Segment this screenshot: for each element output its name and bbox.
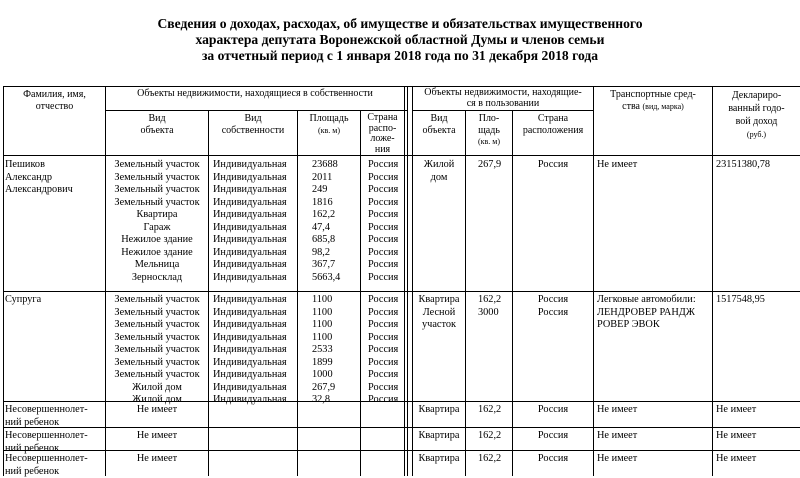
cell-line: 1100 bbox=[312, 294, 360, 307]
cell-owned-types bbox=[106, 430, 208, 443]
cell-transport bbox=[597, 430, 712, 443]
cell-line: 2533 bbox=[312, 344, 360, 357]
cell-line: 3000 bbox=[478, 307, 512, 320]
cell-income bbox=[716, 404, 800, 417]
header-used-area-line-2: щадь bbox=[466, 125, 512, 137]
cell-line: Россия bbox=[513, 159, 593, 172]
cell-line: ЛЕНДРОВЕР РАНДЖ bbox=[597, 307, 712, 320]
cell-line: 1816 bbox=[312, 197, 360, 210]
cell-line: 5663,4 bbox=[312, 272, 360, 285]
cell-line: Земельный участок bbox=[106, 332, 208, 345]
cell-used-types bbox=[413, 159, 465, 184]
cell-line: Россия bbox=[513, 404, 593, 417]
cell-line: Земельный участок bbox=[106, 294, 208, 307]
cell-line: Не имеет bbox=[716, 453, 800, 466]
cell-owned-forms bbox=[213, 294, 297, 407]
cell-line: Россия bbox=[368, 369, 404, 382]
header-owned-area-line-1: Площадь bbox=[298, 113, 360, 125]
header-used-country bbox=[513, 113, 593, 136]
cell-line: участок bbox=[413, 319, 465, 332]
cell-line: 162,2 bbox=[478, 404, 512, 417]
header-owned-form-line-1: Вид bbox=[209, 113, 297, 125]
cell-line: 1517548,95 bbox=[716, 294, 800, 307]
cell-owned-countries bbox=[368, 294, 404, 407]
cell-line: Индивидуальная bbox=[213, 294, 297, 307]
header-owned-country-line-2: распо- bbox=[361, 124, 404, 135]
cell-line: Зерносклад bbox=[106, 272, 208, 285]
cell-line: Россия bbox=[368, 172, 404, 185]
cell-used-types bbox=[413, 404, 465, 417]
header-owned-type-line-2: объекта bbox=[106, 125, 208, 137]
cell-line: 367,7 bbox=[312, 259, 360, 272]
cell-line: Россия bbox=[368, 197, 404, 210]
cell-owned-types bbox=[106, 404, 208, 417]
header-owned-group: Объекты недвижимости, находящиеся в собственности bbox=[106, 88, 404, 100]
cell-line: Россия bbox=[513, 294, 593, 307]
header-owned-country bbox=[361, 113, 404, 155]
header-transport bbox=[594, 89, 712, 112]
cell-line: 249 bbox=[312, 184, 360, 197]
cell-name bbox=[5, 430, 105, 455]
cell-owned-types bbox=[106, 159, 208, 284]
cell-line: Не имеет bbox=[106, 453, 208, 466]
cell-line: Не имеет bbox=[106, 430, 208, 443]
cell-line: 47,4 bbox=[312, 222, 360, 235]
cell-used-areas bbox=[478, 430, 512, 443]
header-owned-type-line-1: Вид bbox=[106, 113, 208, 125]
cell-owned-types bbox=[106, 294, 208, 407]
cell-used-countries bbox=[513, 453, 593, 466]
title-line-3: за отчетный период с 1 января 2018 года по 31 декабря 2018 года bbox=[0, 48, 800, 64]
cell-line: Индивидуальная bbox=[213, 209, 297, 222]
cell-line: ний ребенок bbox=[5, 443, 105, 456]
cell-line: Индивидуальная bbox=[213, 369, 297, 382]
cell-line: 267,9 bbox=[478, 159, 512, 172]
cell-owned-forms bbox=[213, 159, 297, 284]
header-income-line-2: ванный годо- bbox=[713, 102, 800, 115]
cell-line: Индивидуальная bbox=[213, 259, 297, 272]
cell-line: Земельный участок bbox=[106, 159, 208, 172]
cell-income bbox=[716, 159, 800, 172]
cell-line: РОВЕР ЭВОК bbox=[597, 319, 712, 332]
cell-line: 23688 bbox=[312, 159, 360, 172]
cell-used-types bbox=[413, 430, 465, 443]
cell-line: Пешиков bbox=[5, 159, 105, 172]
cell-line: 162,2 bbox=[312, 209, 360, 222]
cell-name bbox=[5, 453, 105, 478]
header-name-line-2: отчество bbox=[4, 101, 105, 113]
cell-income bbox=[716, 453, 800, 466]
cell-line: Индивидуальная bbox=[213, 394, 297, 407]
cell-line: Несовершеннолет- bbox=[5, 430, 105, 443]
header-used-group-line-2: ся в пользовании bbox=[413, 99, 593, 110]
cell-line: 162,2 bbox=[478, 294, 512, 307]
cell-line: Земельный участок bbox=[106, 319, 208, 332]
cell-income bbox=[716, 294, 800, 307]
cell-line: Россия bbox=[513, 307, 593, 320]
cell-line: Не имеет bbox=[597, 430, 712, 443]
header-owned-type bbox=[106, 113, 208, 136]
cell-line: Не имеет bbox=[106, 404, 208, 417]
cell-used-areas bbox=[478, 404, 512, 417]
cell-line: 1000 bbox=[312, 369, 360, 382]
cell-line: Россия bbox=[368, 382, 404, 395]
cell-line: Россия bbox=[368, 259, 404, 272]
cell-line: 1100 bbox=[312, 319, 360, 332]
cell-line: Не имеет bbox=[597, 404, 712, 417]
cell-line: Жилой дом bbox=[106, 394, 208, 407]
header-owned-country-line-3: ложе- bbox=[361, 134, 404, 145]
cell-line: Россия bbox=[368, 234, 404, 247]
cell-line: 162,2 bbox=[478, 430, 512, 443]
cell-line: Россия bbox=[513, 453, 593, 466]
cell-used-types bbox=[413, 453, 465, 466]
cell-line: 2011 bbox=[312, 172, 360, 185]
cell-line: Индивидуальная bbox=[213, 159, 297, 172]
cell-income bbox=[716, 430, 800, 443]
cell-line: Александр bbox=[5, 172, 105, 185]
cell-owned-types bbox=[106, 453, 208, 466]
cell-line: Жилой bbox=[413, 159, 465, 172]
header-owned-form bbox=[209, 113, 297, 136]
cell-line: Александрович bbox=[5, 184, 105, 197]
cell-owned-areas bbox=[312, 294, 360, 407]
cell-line: Россия bbox=[368, 184, 404, 197]
cell-line: Земельный участок bbox=[106, 172, 208, 185]
header-transport-line-2: ства bbox=[622, 101, 640, 112]
header-used-country-line-2: расположения bbox=[513, 125, 593, 137]
cell-line: 267,9 bbox=[312, 382, 360, 395]
cell-line: Индивидуальная bbox=[213, 222, 297, 235]
cell-line: Лесной bbox=[413, 307, 465, 320]
title-line-1: Сведения о доходах, расходах, об имуществе и обязательствах имущественного bbox=[0, 16, 800, 32]
cell-used-countries bbox=[513, 159, 593, 172]
cell-transport bbox=[597, 159, 712, 172]
cell-line: Россия bbox=[368, 319, 404, 332]
cell-line: Индивидуальная bbox=[213, 234, 297, 247]
header-used-area-line-1: Пло- bbox=[466, 113, 512, 125]
cell-name bbox=[5, 404, 105, 429]
cell-line: Индивидуальная bbox=[213, 272, 297, 285]
cell-line: Не имеет bbox=[716, 404, 800, 417]
cell-name bbox=[5, 294, 105, 307]
cell-line: 23151380,78 bbox=[716, 159, 800, 172]
cell-line: Квартира bbox=[413, 404, 465, 417]
cell-line: Квартира bbox=[413, 430, 465, 443]
header-owned-country-line-4: ния bbox=[361, 145, 404, 156]
cell-line: Земельный участок bbox=[106, 344, 208, 357]
header-used-area-unit: (кв. м) bbox=[466, 136, 512, 148]
cell-line: Россия bbox=[368, 344, 404, 357]
header-owned-form-line-2: собственности bbox=[209, 125, 297, 137]
cell-line: Индивидуальная bbox=[213, 357, 297, 370]
cell-line: Квартира bbox=[413, 294, 465, 307]
cell-line: ний ребенок bbox=[5, 417, 105, 430]
header-income-line-1: Деклариро- bbox=[713, 89, 800, 102]
cell-line: Жилой дом bbox=[106, 382, 208, 395]
cell-line: Индивидуальная bbox=[213, 184, 297, 197]
cell-line: Несовершеннолет- bbox=[5, 404, 105, 417]
header-used-type bbox=[413, 113, 465, 136]
cell-line: Квартира bbox=[413, 453, 465, 466]
cell-line: Индивидуальная bbox=[213, 332, 297, 345]
header-owned-area bbox=[298, 113, 360, 136]
cell-line: Россия bbox=[368, 294, 404, 307]
title-line-2: характера депутата Воронежской областной Думы и членов семьи bbox=[0, 32, 800, 48]
cell-used-areas bbox=[478, 159, 512, 172]
cell-line: Не имеет bbox=[597, 159, 712, 172]
cell-line: Индивидуальная bbox=[213, 307, 297, 320]
cell-line: Индивидуальная bbox=[213, 247, 297, 260]
cell-line: ний ребенок bbox=[5, 466, 105, 478]
cell-line: 32,8 bbox=[312, 394, 360, 407]
cell-line: Индивидуальная bbox=[213, 344, 297, 357]
cell-line: дом bbox=[413, 172, 465, 185]
cell-line: Россия bbox=[368, 247, 404, 260]
cell-line: Нежилое здание bbox=[106, 247, 208, 260]
cell-line: Индивидуальная bbox=[213, 319, 297, 332]
cell-line: 1899 bbox=[312, 357, 360, 370]
cell-owned-areas bbox=[312, 159, 360, 284]
cell-used-areas bbox=[478, 453, 512, 466]
cell-used-types bbox=[413, 294, 465, 332]
cell-line: Россия bbox=[368, 394, 404, 407]
header-used-group bbox=[413, 88, 593, 109]
cell-line: Россия bbox=[368, 159, 404, 172]
header-owned-area-unit: (кв. м) bbox=[298, 125, 360, 137]
cell-line: Супруга bbox=[5, 294, 105, 307]
cell-name bbox=[5, 159, 105, 197]
cell-line: Индивидуальная bbox=[213, 197, 297, 210]
cell-line: Земельный участок bbox=[106, 197, 208, 210]
cell-used-areas bbox=[478, 294, 512, 319]
cell-line: Легковые автомобили: bbox=[597, 294, 712, 307]
header-used-country-line-1: Страна bbox=[513, 113, 593, 125]
cell-transport bbox=[597, 453, 712, 466]
cell-used-countries bbox=[513, 430, 593, 443]
cell-line: Не имеет bbox=[597, 453, 712, 466]
cell-transport bbox=[597, 404, 712, 417]
cell-line: Россия bbox=[368, 307, 404, 320]
cell-line: Россия bbox=[368, 272, 404, 285]
cell-line: Квартира bbox=[106, 209, 208, 222]
cell-line: Нежилое здание bbox=[106, 234, 208, 247]
header-used-type-line-2: объекта bbox=[413, 125, 465, 137]
cell-line: Мельница bbox=[106, 259, 208, 272]
cell-line: Земельный участок bbox=[106, 357, 208, 370]
header-used-group-line-1: Объекты недвижимости, находящие- bbox=[413, 88, 593, 99]
cell-line: Россия bbox=[368, 209, 404, 222]
cell-line: Земельный участок bbox=[106, 369, 208, 382]
cell-line: Россия bbox=[513, 430, 593, 443]
cell-line: Земельный участок bbox=[106, 184, 208, 197]
header-name-line-1: Фамилия, имя, bbox=[4, 89, 105, 101]
cell-line: Россия bbox=[368, 222, 404, 235]
cell-line: 162,2 bbox=[478, 453, 512, 466]
header-name bbox=[4, 89, 105, 112]
header-income bbox=[713, 89, 800, 141]
cell-line: 1100 bbox=[312, 332, 360, 345]
cell-line: 1100 bbox=[312, 307, 360, 320]
cell-used-countries bbox=[513, 294, 593, 319]
cell-line: Индивидуальная bbox=[213, 382, 297, 395]
cell-line: 685,8 bbox=[312, 234, 360, 247]
cell-used-countries bbox=[513, 404, 593, 417]
header-owned-country-line-1: Страна bbox=[361, 113, 404, 124]
cell-owned-countries bbox=[368, 159, 404, 284]
cell-line: Россия bbox=[368, 357, 404, 370]
cell-line: Земельный участок bbox=[106, 307, 208, 320]
header-income-line-3: вой доход bbox=[713, 115, 800, 128]
header-income-line-4: (руб.) bbox=[713, 128, 800, 141]
cell-line: 98,2 bbox=[312, 247, 360, 260]
cell-line: Несовершеннолет- bbox=[5, 453, 105, 466]
header-transport-line-1: Транспортные сред- bbox=[594, 89, 712, 101]
cell-line: Не имеет bbox=[716, 430, 800, 443]
header-used-area bbox=[466, 113, 512, 148]
cell-transport bbox=[597, 294, 712, 332]
header-transport-unit: (вид, марка) bbox=[643, 102, 684, 111]
cell-line: Индивидуальная bbox=[213, 172, 297, 185]
cell-line: Россия bbox=[368, 332, 404, 345]
header-used-type-line-1: Вид bbox=[413, 113, 465, 125]
cell-line: Гараж bbox=[106, 222, 208, 235]
